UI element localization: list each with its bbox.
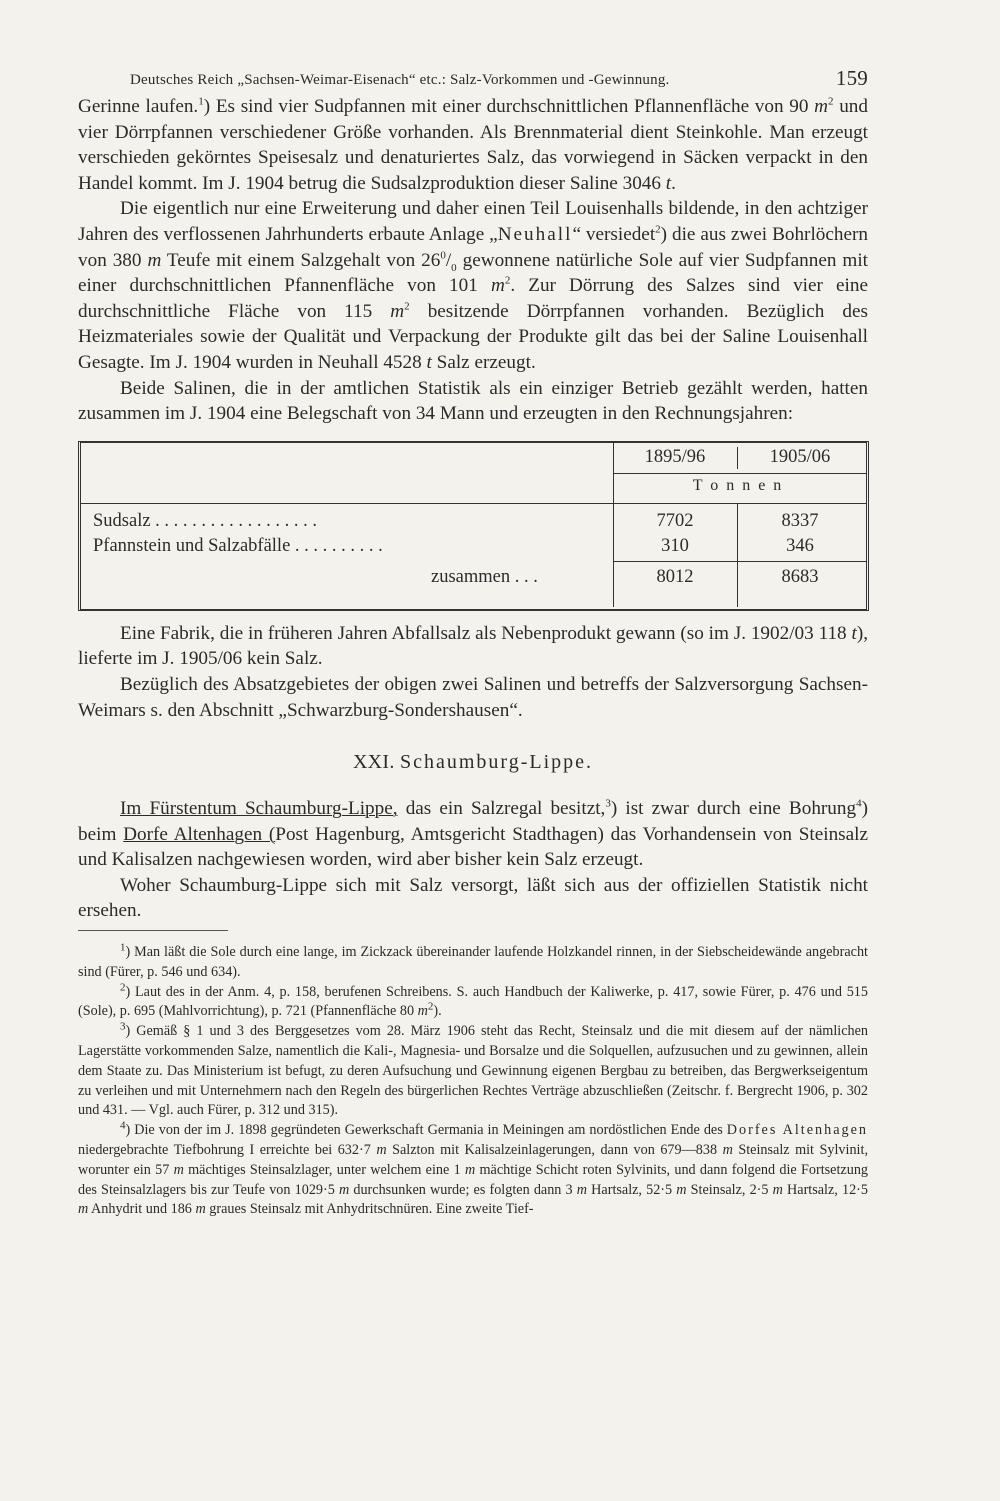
cell: 8012 (656, 566, 694, 587)
text-run: ) Es sind vier Sudpfannen mit einer durchschnittlichen Pflannenfläche von 90 (203, 96, 815, 117)
unit-label: T o n n e n (692, 476, 784, 494)
unit: m (390, 300, 405, 322)
footnote-ref: 2 (655, 223, 661, 236)
unit: m (417, 1003, 428, 1020)
unit: m (78, 1201, 89, 1218)
subscript: 0 (451, 261, 457, 274)
unit: m (814, 96, 829, 117)
underlined-text: Im Fürstentum Schaumburg-Lippe, (120, 798, 398, 820)
footnote-ref: 1 (198, 95, 204, 108)
body-text (78, 621, 868, 723)
footnote-text: Hartsalz, 12·5 (782, 1181, 868, 1198)
footnote-text: ) Laut des in der Anm. 4, p. 158, berufenen Schreibens. S. auch Handbuch der Kaliwerke, p. 417, sowie Fürer, p. 476 und 515 (Sole), p. 695 (Mahlvorrichtung), p. 721 (Pfannenfläche 80 (78, 983, 868, 1020)
footnotes (78, 943, 868, 1220)
text-run: / (445, 249, 452, 271)
cell: 8337 (781, 510, 819, 531)
row-label: Sudsalz . . . . . . . . . . . . . . . . . . (93, 510, 318, 531)
unit: m (376, 1142, 387, 1159)
text-run: ), lieferte im J. 1905/06 kein Salz. (78, 622, 868, 670)
text-run: . Zur Dörrung des Salzes sind vier eine durchschnittliche Fläche von 115 (78, 275, 868, 322)
paragraph (78, 196, 868, 375)
text-run: Eine Fabrik, die in früheren Jahren Abfallsalz als Nebenprodukt gewann (so im J. 1902/03 118 (120, 622, 852, 644)
footnote-ref: 3 (605, 797, 611, 810)
footnote-text: Salzton mit Kalisalzeinlagerungen, dann von 679—838 (386, 1142, 723, 1159)
unit: m (722, 1142, 733, 1159)
text-run: besitzende Dörrpfannen vorhanden. Bezüglich des Heizmateriales sowie der Qualität und Verpackung der Produkte gilt das bei der Saline Louisenhall Gesagte. Im J. 1904 wurden in Neuhall 4528 (78, 300, 868, 373)
footnote (78, 1121, 868, 1220)
unit: t (851, 622, 857, 644)
table-rule (613, 561, 866, 562)
paragraph (78, 796, 868, 873)
paragraph: Woher Schaumburg-Lippe sich mit Salz versorgt, läßt sich aus der offiziellen Statistik nicht ersehen. (78, 874, 868, 922)
text-run: ) ist zwar durch eine Bohrung (610, 798, 857, 820)
superscript: 2 (404, 300, 410, 313)
footnote (78, 943, 868, 983)
unit: m (195, 1201, 206, 1218)
column-header: 1905/06 (769, 446, 831, 467)
unit: m (147, 249, 162, 271)
footnote-text: mächtige Schicht roten Sylvinits, und dann folgend die Fortsetzung des Steinsalzlagers bis zur Teufe von 1029·5 (78, 1161, 869, 1198)
spaced-name: Dorfes Altenhagen (726, 1122, 868, 1139)
unit: m (676, 1181, 687, 1198)
running-title: Deutsches Reich „Sachsen-Weimar-Eisenach“ etc.: Salz-Vorkommen und -Gewinnung. (130, 72, 670, 88)
text-run: . (671, 172, 676, 194)
text-run: Die eigentlich nur eine Erweiterung und daher einen Teil Louisenhalls bildende, in den achtziger Jahren des verflossenen Jahrhunderts erbaute Anlage „ (78, 198, 868, 245)
footnote-number: 4 (120, 1119, 126, 1132)
unit: m (576, 1181, 588, 1198)
text-run: Teufe mit einem Salzgehalt von 26 (161, 249, 441, 271)
footnote-text: ) Gemäß § 1 und 3 des Berggesetzes vom 28. März 1906 steht das Recht, Steinsalz und die mit diesem auf der nämlichen Lagerstätte vorkommenden Salze, namentlich die Kali-, Magnesia- und Borsalze und die Solquellen, aufzusuchen und zu gewinnen, allein dem Staate zu. Das Ministerium ist befugt, zu deren Aufsuchung und Gewinnung eigenen Bergbau zu betreiben, das Bergwerkseigentum zu verleihen und mit Unternehmern nach den Regeln des bürgerlichen Rechtes Verträge abzuschließen (Zeitschr. f. Bergrecht 1906, p. 302 und 431. — Vgl. auch Fürer, p. 312 und 315). (78, 1023, 868, 1119)
footnote-text: ) Man läßt die Sole durch eine lange, im Zickzack übereinander laufende Holzkandel rinnen, in der Siebscheidewände angebracht sind (Fürer, p. 546 und 634). (78, 944, 868, 980)
footnote-number: 1 (120, 941, 126, 954)
table-rule (81, 503, 866, 504)
footnote-text: Hartsalz, 52·5 (587, 1181, 677, 1198)
superscript: 2 (504, 274, 511, 287)
cell: 7702 (656, 510, 694, 531)
underlined-text: Dorfe Altenhagen ( (123, 823, 276, 845)
footnote-ref: 4 (856, 797, 862, 810)
body-text (78, 94, 868, 427)
footnote-number: 2 (120, 980, 126, 993)
footnote (78, 980, 868, 1023)
text-run: Gerinne laufen. (78, 96, 199, 117)
unit: m (490, 275, 505, 297)
section-heading (78, 751, 868, 774)
footnote-text: ). (433, 1003, 442, 1020)
document-page (78, 60, 868, 1220)
footnote-number: 3 (120, 1020, 126, 1033)
text-run: Post Hagenburg, Amtsgericht Stadthagen) das Vorhandensein von Steinsalz und Kalisalzen nachgewiesen worden, wird aber bisher kein Salz erzeugt. (78, 823, 868, 871)
section-number: XXI. (352, 751, 395, 774)
text-run: ) die aus zwei Bohrlöchern von 380 (78, 223, 868, 271)
column-header: 1895/96 (644, 446, 706, 467)
paragraph (78, 94, 868, 196)
footnote-text: mächtiges Steinsalzlager, unter welchem eine 1 (183, 1161, 465, 1178)
running-header (78, 60, 868, 94)
unit: m (173, 1161, 184, 1178)
unit: m (772, 1181, 783, 1198)
superscript: 0 (440, 249, 446, 262)
text-run: das ein Salzregal besitzt, (397, 798, 606, 820)
footnote-text: Anhydrit und 186 (88, 1201, 196, 1218)
page-number: 159 (835, 66, 868, 90)
text-run: und vier Dörrpfannen verschiedener Größe vorhanden. Als Brennmaterial dient Steinkohle. Man erzeugt verschieden gekörntes Speisesalz und denaturiertes Salz, das vorwiegend in Säcken verpackt in den Handel kommt. Im J. 1904 betrug die Sudsalzproduktion dieser Saline 3046 (78, 96, 868, 194)
text-run: Salz erzeugt. (431, 351, 536, 373)
cell: 346 (786, 535, 814, 556)
unit: t (665, 172, 672, 194)
superscript: 2 (828, 95, 834, 108)
text-run: gewonnene natürliche Sole auf vier Sudpfannen mit einer durchschnittlichen Pfannenfläche von 101 (78, 249, 868, 297)
footnote-text: ) Die von der im J. 1898 gegründeten Gewerkschaft Germania in Meiningen am nordöstlichen Ende des (125, 1122, 727, 1139)
unit: m (464, 1161, 476, 1178)
text-run: ) beim (78, 798, 868, 845)
paragraph: Beide Salinen, die in der amtlichen Statistik als ein einziger Betrieb gezählt werden, hatten zusammen im J. 1904 eine Belegschaft von 34 Mann und erzeugten in den Rechnungsjahren: (78, 377, 868, 425)
unit: m (338, 1181, 350, 1198)
table-rule (613, 473, 866, 474)
superscript: 2 (427, 1000, 434, 1013)
spaced-name: Neuhall (497, 223, 573, 245)
production-table (78, 441, 869, 611)
total-label: zusammen . . . (431, 566, 538, 587)
row-label: Pfannstein und Salzabfälle . . . . . . . . . . (93, 535, 383, 556)
footnote-separator (78, 930, 228, 931)
footnote (78, 1022, 868, 1121)
body-text (78, 796, 868, 924)
footnote-text: graues Steinsalz mit Anhydritschnüren. Eine zweite Tief- (205, 1201, 534, 1218)
paragraph: Bezüglich des Absatzgebietes der obigen zwei Salinen und betreffs der Salzversorgung Sachsen-Weimars s. den Abschnitt „Schwarzburg-Sondershausen“. (78, 673, 868, 721)
footnote-text: Steinsalz, 2·5 (686, 1181, 773, 1198)
text-run: “ versiedet (572, 223, 656, 245)
footnote-text: Steinsalz mit Sylvinit, worunter ein 57 (78, 1142, 868, 1178)
cell: 8683 (781, 566, 819, 587)
cell: 310 (661, 535, 689, 556)
paragraph (78, 621, 868, 672)
section-title: Schaumburg-Lippe. (400, 751, 594, 774)
footnote-text: durchsunken wurde; es folgten dann 3 (349, 1181, 577, 1198)
unit: t (426, 351, 432, 373)
footnote-text: niedergebrachte Tiefbohrung I erreichte bei 632·7 (78, 1142, 377, 1159)
